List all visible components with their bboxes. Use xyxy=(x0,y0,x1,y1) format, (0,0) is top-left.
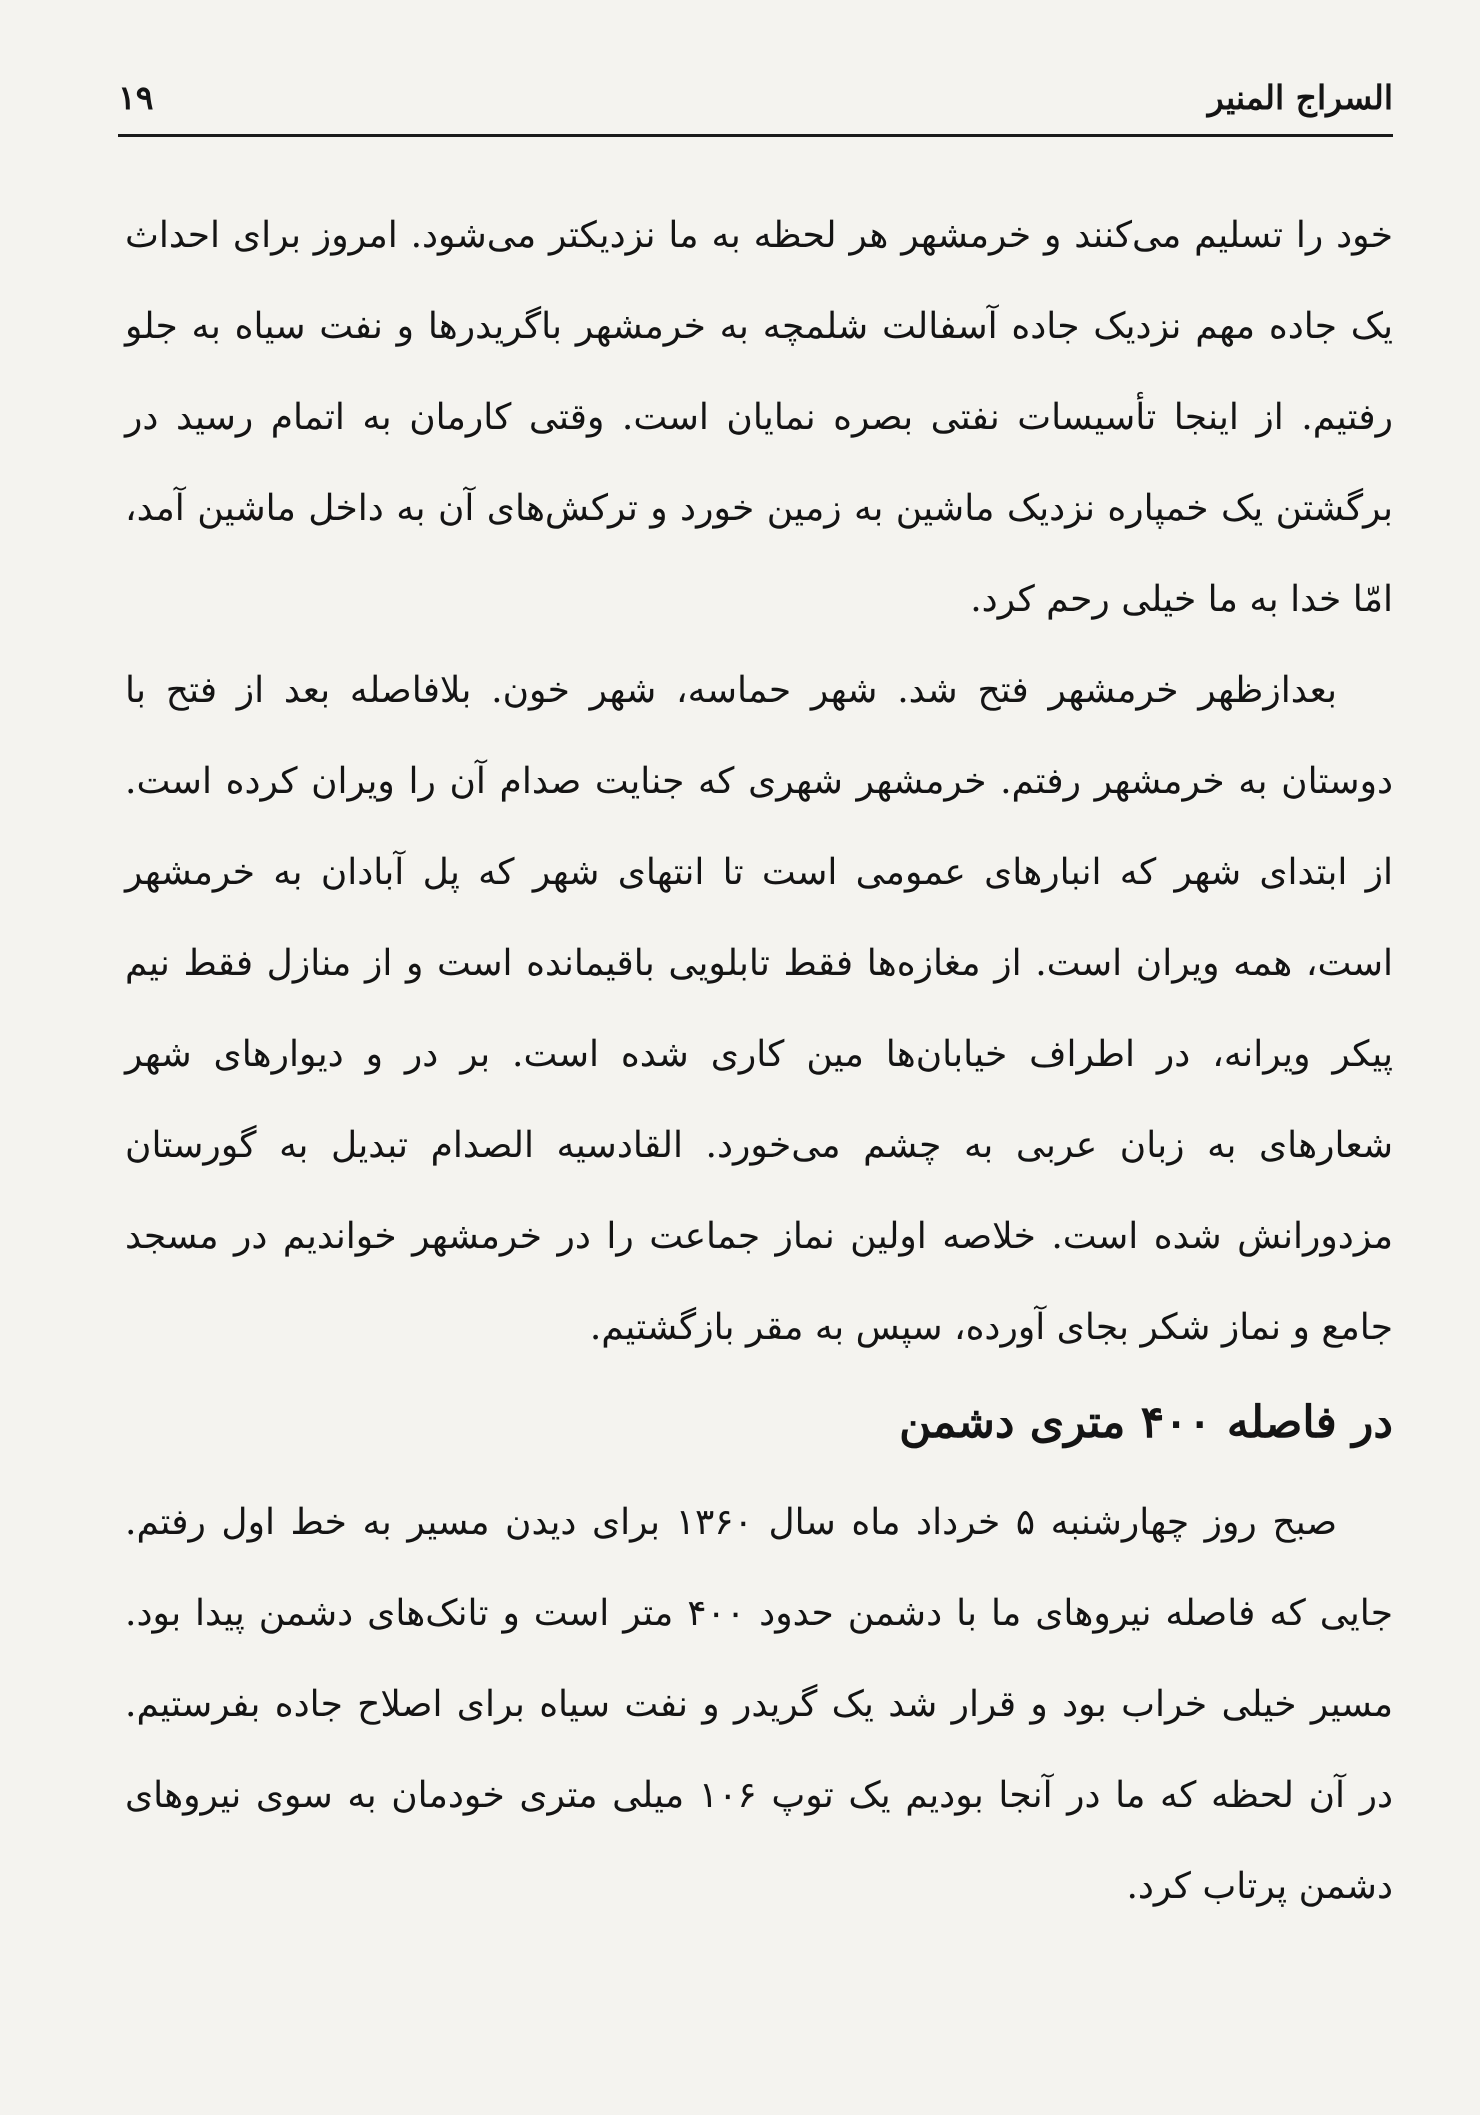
paragraph-1: خود را تسلیم می‌کنند و خرمشهر هر لحظه به ما نزدیکتر می‌شود. امروز برای احداث یک جاده مهم نزدیک جاده آسفالت شلمچه به خرمشهر باگریدرها و نفت سیاه به جلو رفتیم. از اینجا تأسیسات نفتی بصره نمایان است. وقتی کارمان به اتمام رسید در برگشتن یک خمپاره نزدیک ماشین به زمین خورد و ترکش‌های آن به داخل ماشین آمد، امّا خدا به ما خیلی رحم کرد. xyxy=(125,215,1393,620)
running-header xyxy=(118,68,1393,128)
paragraph-2: بعدازظهر خرمشهر فتح شد. شهر حماسه، شهر خون. بلافاصله بعد از فتح با دوستان به خرمشهر رفتم. خرمشهر شهری که جنایت صدام آن را ویران کرده است. از ابتدای شهر که انبارهای عمومی است تا انتهای شهر که پل آبادان به خرمشهر است، همه ویران است. از مغازه‌ها فقط تابلویی باقیمانده است و از منازل فقط نیم پیکر ویرانه، در اطراف خیابان‌ها مین کاری شده است. بر در و دیوارهای شهر شعارهای به زبان عربی به چشم می‌خورد. القادسیه الصدام تبدیل به گورستان مزدورانش شده است. خلاصه اولین نماز جماعت را در خرمشهر خواندیم در مسجد جامع و نماز شکر بجای آورده، سپس به مقر بازگشتیم. xyxy=(125,670,1394,1348)
paragraph-3: صبح روز چهارشنبه ۵ خرداد ماه سال ۱۳۶۰ برای دیدن مسیر به خط اول رفتم. جایی که فاصله نیروهای ما با دشمن حدود ۴۰۰ متر است و تانک‌های دشمن پیدا بود. مسیر خیلی خراب بود و قرار شد یک گریدر و نفت سیاه برای اصلاح جاده بفرستیم. در آن لحظه که ما در آنجا بودیم یک توپ ۱۰۶ میلی متری خودمان به سوی نیروهای دشمن پرتاب کرد. xyxy=(125,1502,1393,1907)
book-title: السراج المنیر xyxy=(1207,78,1393,117)
body-text xyxy=(125,190,1393,1932)
header-rule xyxy=(118,134,1393,137)
section-heading: در فاصله ۴۰۰ متری دشمن xyxy=(899,1397,1393,1448)
page-number: ۱۹ xyxy=(118,78,154,117)
